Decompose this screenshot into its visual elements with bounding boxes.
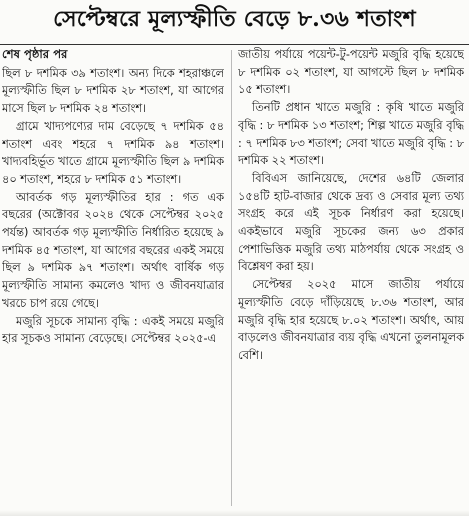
paragraph: বিবিএস জানিয়েছে, দেশের ৬৪টি জেলার ১৫৪টি হাট-বাজার থেকে দ্রব্য ও সেবার মূল্য তথ্য সংগ্রহ করে এই সূচক নির্ধারণ করা হয়েছে। একইভাবে মজুরি সূচকের জন্য ৬৩ প্রকার পেশাভিত্তিক মজুরি তথ্য মাঠপর্যায় থেকে সংগ্রহ ও বিশ্লেষণ করা হয়। [238, 171, 464, 274]
page-bottom-edge [0, 510, 469, 516]
continued-from-label: শেষ পৃষ্ঠার পর [2, 47, 68, 61]
paragraph: গ্রামে খাদ্যপণ্যের দাম বেড়েছে ৭ দশমিক ৫৪ শতাংশ এবং শহরে ৭ দশমিক ৯৪ শতাংশ। খাদ্যবহির্ভূত খাতে গ্রামে মূল্যস্ফীতি ছিল ৯ দশমিক ৪০ শতাংশ, শহরে ৮ দশমিক ৫১ শতাংশ। [2, 119, 224, 186]
paragraph: মজুরি সূচকে সামান্য বৃদ্ধি : একই সময়ে মজুরি হার সূচকও সামান্য বেড়েছে। সেপ্টেম্বর ২০২৫-এ [2, 314, 224, 346]
right-column [238, 46, 464, 510]
headline-rule [0, 44, 469, 45]
paragraph: ছিল ৮ দশমিক ৩৯ শতাংশ। অন্য দিকে শহরাঞ্চলে মূল্যস্ফীতি ছিল ৮ দশমিক ২৮ শতাংশ, যা আগের মাসে ছিল ৮ দশমিক ২৪ শতাংশ। [2, 66, 224, 116]
headline: সেপ্টেম্বরে মূল্যস্ফীতি বেড়ে ৮.৩৬ শতাংশ [53, 5, 416, 32]
paragraph: তিনটি প্রধান খাতে মজুরি : কৃষি খাতে মজুরি বৃদ্ধি : ৮ দশমিক ১৩ শতাংশ; শিল্প খাতে মজুরি বৃদ্ধি : ৭ দশমিক ৮৩ শতাংশ; সেবা খাতে মজুরি বৃদ্ধি : ৮ দশমিক ২২ শতাংশ। [238, 101, 464, 168]
paragraph: জাতীয় পর্যায়ে পয়েন্ট-টু-পয়েন্ট মজুরি বৃদ্ধি হয়েছে ৮ দশমিক ০২ শতাংশ, যা আগস্টে ছিল ৮ দশমিক ১৫ শতাংশ। [238, 48, 464, 97]
paragraph: আবর্তক গড় মূল্যস্ফীতির হার : গত এক বছরের (অক্টোবর ২০২৪ থেকে সেপ্টেম্বর ২০২৫ পর্যন্ত) আবর্তক গড় মূল্যস্ফীতি নির্ধারিত হয়েছে ৯ দশমিক ৪৫ শতাংশ, যা আগের বছরের একই সময়ে ছিল ৯ দশমিক ৯৭ শতাংশ। অর্থাৎ বার্ষিক গড় মূল্যস্ফীতি সামান্য কমলেও খাদ্য ও জীবনযাত্রার খরচে চাপ রয়ে গেছে। [2, 190, 224, 310]
paragraph: সেপ্টেম্বর ২০২৫ মাসে জাতীয় পর্যায়ে মূল্যস্ফীতি বেড়ে দাঁড়িয়েছে ৮.৩৬ শতাংশ, আর মজুরি বৃদ্ধি হার হয়েছে ৮.০২ শতাংশ। অর্থাৎ, আয় বাড়লেও জীবনযাত্রার ব্যয় বৃদ্ধি এখনো তুলনামূলক বেশি। [238, 278, 464, 362]
left-column [2, 46, 224, 510]
column-divider [231, 50, 232, 506]
